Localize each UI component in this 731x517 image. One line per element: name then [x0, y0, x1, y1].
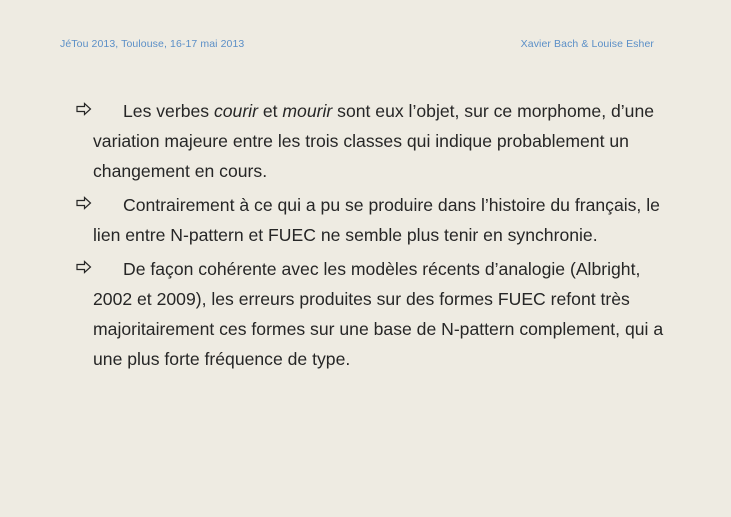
italic-word-mourir: mourir [282, 101, 333, 121]
bullet-item-2 [76, 190, 676, 250]
bullet-item-1 [76, 96, 676, 186]
bullet-text-1: Les verbes courir et mourir sont eux l’objet, sur ce morphome, d’une variation majeure entre les trois classes qui indique probablement un changement en cours. [93, 101, 655, 181]
bullet-text-2: Contrairement à ce qui a pu se produire dans l’histoire du français, le lien entre N-pattern et FUEC ne semble plus tenir en synchronie. [93, 195, 660, 245]
outline-right-arrow-icon [76, 260, 92, 274]
italic-word-courir: courir [213, 101, 258, 121]
bullet-item-3 [76, 254, 676, 374]
header-conference: JéTou 2013, Toulouse, 16-17 mai 2013 [60, 38, 245, 50]
bullet-list [76, 96, 676, 378]
bullet-text-3: De façon cohérente avec les modèles récents d’analogie (Albright, 2002 et 2009), les erreurs produites sur des formes FUEC refont très majoritairement ces formes sur une base de N-pattern complement, qui a une plus forte fréquence de type. [93, 259, 664, 369]
outline-right-arrow-icon [76, 196, 92, 210]
outline-right-arrow-icon [76, 102, 92, 116]
header-authors: Xavier Bach & Louise Esher [520, 38, 654, 50]
